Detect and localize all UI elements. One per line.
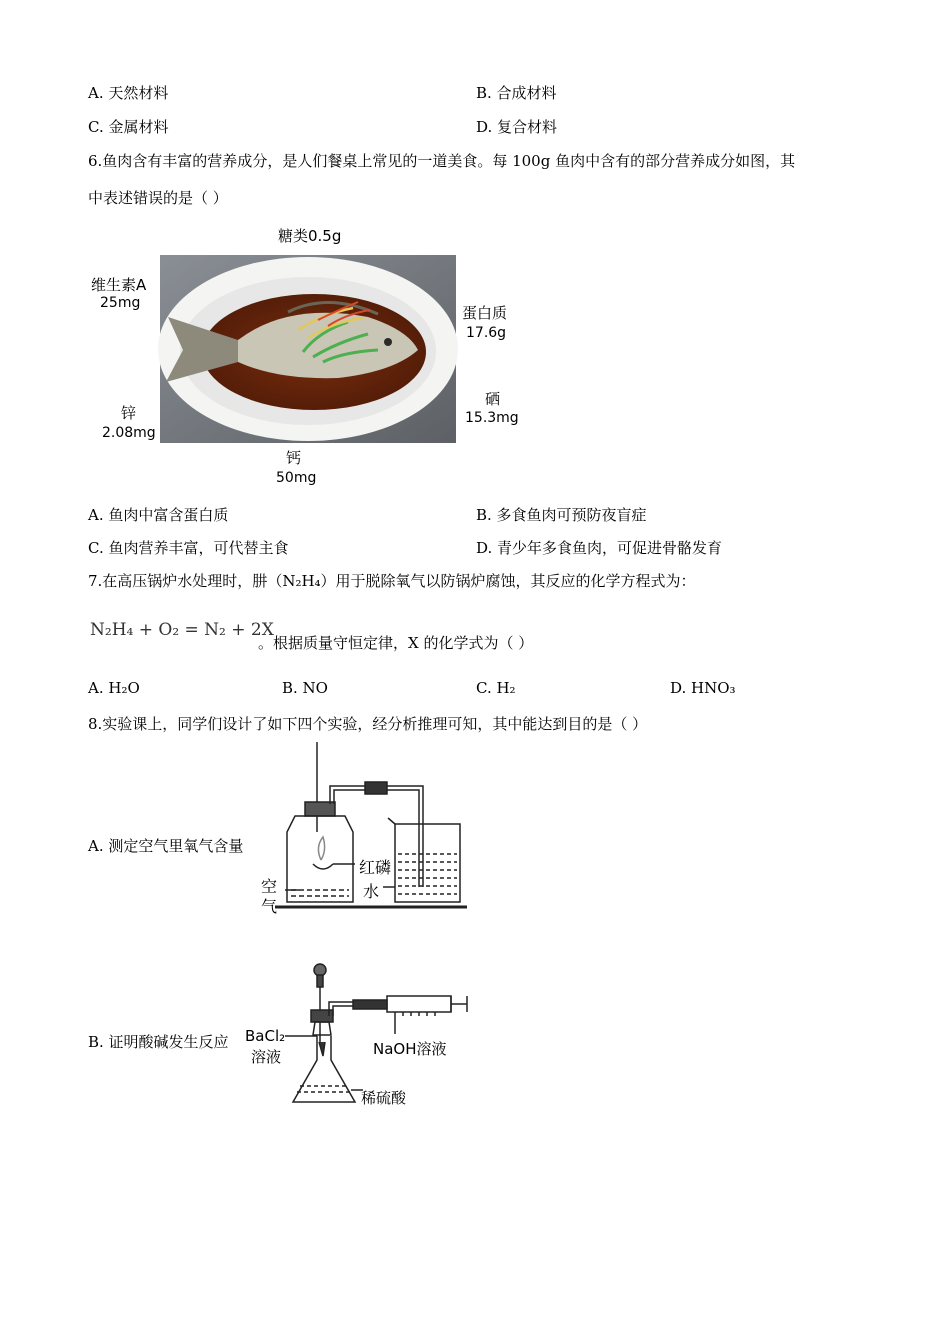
- q5-option-d: D. 复合材料: [476, 118, 558, 136]
- q7-option-b: B. NO: [282, 679, 328, 697]
- sugar-label: 糖类0.5g: [278, 227, 342, 245]
- air-label-1: 空: [261, 877, 278, 896]
- protein-label: 蛋白质: [462, 304, 508, 322]
- q6-option-c: C. 鱼肉营养丰富，可代替主食: [88, 539, 289, 557]
- zinc-label: 锌: [121, 404, 137, 422]
- selenium-value: 15.3mg: [465, 410, 519, 426]
- oxygen-apparatus-figure: [255, 742, 475, 917]
- q6-stem-line2: 中表述错误的是（ ）: [88, 189, 228, 207]
- q7-option-c: C. H₂: [476, 679, 516, 697]
- air-label-2: 气: [261, 897, 278, 916]
- q7-equation: N₂H₄ + O₂ = N₂ + 2X: [90, 620, 274, 640]
- q7-option-a: A. H₂O: [88, 679, 140, 697]
- water-label: 水: [363, 882, 380, 901]
- dilute-sulfuric-acid-label: 稀硫酸: [361, 1089, 407, 1107]
- q5-option-c: C. 金属材料: [88, 118, 169, 136]
- q7-stem-line1: 7.在高压锅炉水处理时，肼（N₂H₄）用于脱除氧气以防锅炉腐蚀，其反应的化学方程式为：: [88, 572, 696, 590]
- protein-value: 17.6g: [466, 325, 507, 341]
- q6-option-b: B. 多食鱼肉可预防夜盲症: [476, 506, 647, 524]
- bacl2-solution-label: 溶液: [251, 1048, 282, 1066]
- vitamin-a-value: 25mg: [100, 295, 141, 311]
- zinc-value: 2.08mg: [102, 425, 156, 441]
- selenium-label: 硒: [485, 390, 501, 408]
- calcium-value: 50mg: [276, 470, 317, 486]
- vitamin-a-label: 维生素A: [91, 276, 147, 294]
- q6-option-d: D. 青少年多食鱼肉，可促进骨骼发育: [476, 539, 723, 557]
- calcium-label: 钙: [286, 449, 302, 467]
- fish-dish-image: [88, 222, 528, 490]
- fish-nutrition-figure: [88, 222, 528, 490]
- q6-option-a: A. 鱼肉中富含蛋白质: [88, 506, 229, 524]
- acid-base-apparatus-figure: [245, 960, 480, 1110]
- q7-option-d: D. HNO₃: [670, 679, 736, 697]
- q8-option-b: B. 证明酸碱发生反应: [88, 1033, 229, 1051]
- q7-stem-line2: 。根据质量守恒定律，X 的化学式为（ ）: [258, 634, 534, 652]
- q5-option-a: A. 天然材料: [88, 84, 169, 102]
- q8-option-a: A. 测定空气里氧气含量: [88, 837, 244, 855]
- bacl2-label: BaCl₂: [245, 1027, 286, 1045]
- naoh-label: NaOH溶液: [373, 1040, 447, 1058]
- q6-stem-line1: 6.鱼肉含有丰富的营养成分，是人们餐桌上常见的一道美食。每 100g 鱼肉中含有的部分营养成分如图，其: [88, 152, 796, 170]
- q8-stem-line1: 8.实验课上，同学们设计了如下四个实验，经分析推理可知，其中能达到目的是（ ）: [88, 715, 648, 733]
- red-phosphorus-label: 红磷: [359, 858, 392, 877]
- q5-option-b: B. 合成材料: [476, 84, 557, 102]
